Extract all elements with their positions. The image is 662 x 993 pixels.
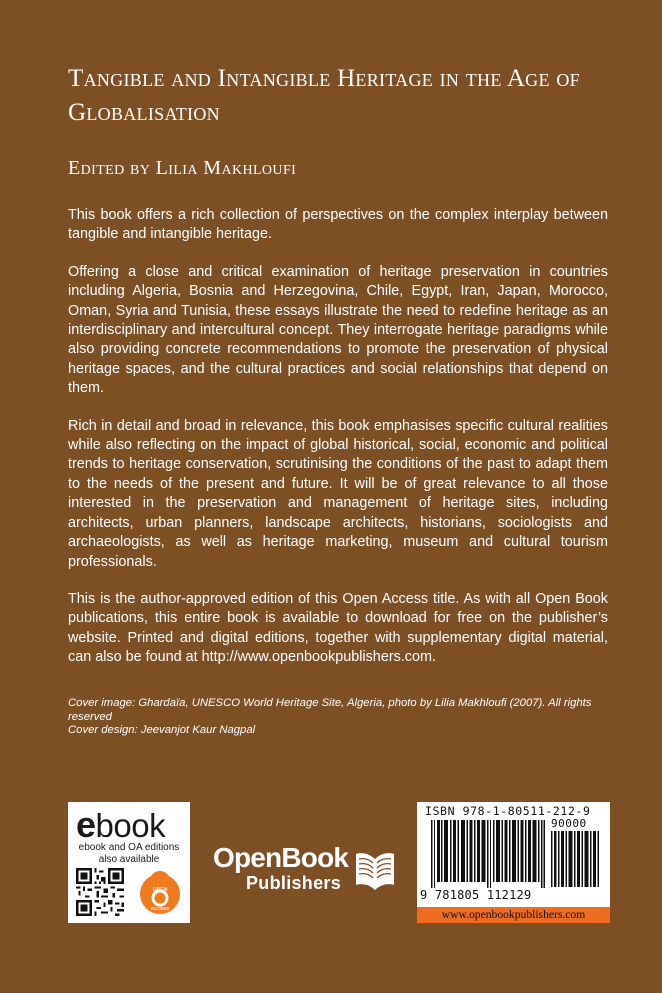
blurb-paragraph: Rich in detail and broad in relevance, this book emphasises specific cultural realities while also reflecting on the impact of global historical, social, economic and political trends to heritage conservation, scrutinising the conditions of the past to adapt them to the needs of the present and future. It will be of great relevance to all those interested in the preservation and management of heritage sites, including architects, urban planners, landscape architects, historians, sociologists and archaeologists, as well as heritage marketing, museum and cultural tourism professionals. [68, 417, 608, 570]
publisher-logo [213, 843, 398, 898]
ebook-wordmark [76, 804, 165, 846]
open-book-icon [355, 847, 395, 895]
publisher-name-line1: OpenBook [213, 842, 349, 873]
isbn-barcode [417, 802, 610, 907]
isbn-label: ISBN 978-1-80511-212-9 [425, 804, 591, 818]
blurb-paragraph: Offering a close and critical examination of heritage preservation in countries including Algeria, Bosnia and Herzegovina, Chile, Egypt, Iran, Japan, Morocco, Oman, Syria and Tunisia, these essays illustrate the need to redefine heritage as an interdisciplinary and intercultural concept. They interrogate heritage paradigms while also providing concrete recommendations to promote the preservation of physical heritage spaces, and the cultural practices and social relationships that depend on them. [68, 263, 608, 397]
ebook-e-letter: e [76, 804, 96, 845]
book-title: Tangible and Intangible Heritage in the Age of Globalisation [68, 65, 580, 126]
blurb-paragraph: This is the author-approved edition of this Open Access title. As with all Open Book publications, this entire book is available to download for free on the publisher’s website. Printed and digital editions, together with supplementary digital material, can also be found at http://www.openbookpublishers.com. [68, 590, 608, 666]
ebook-word: book [95, 807, 166, 844]
cover-image-credit: Cover image: Ghardaïa, UNESCO World Heritage Site, Algeria, photo by Lilia Makhloufi (2007). All rights reserved [68, 697, 592, 723]
barcode-digits: 9 781805 112129 [420, 888, 532, 902]
addon-barcode-bars [551, 831, 601, 887]
cover-design-credit: Cover design: Jeevanjot Kaur Nagpal [68, 724, 256, 736]
open-access-icon [138, 868, 182, 916]
cover-credits [68, 697, 618, 738]
addon-price: 90000 [551, 817, 587, 830]
ebook-badge[interactable] [68, 802, 190, 923]
blurb [68, 206, 608, 686]
oa-label-line1: OPEN [152, 887, 168, 893]
ebook-caption-line: also available [98, 853, 160, 865]
publisher-name-line2: Publishers [246, 873, 342, 893]
barcode-bars [431, 820, 545, 888]
qr-code-icon[interactable] [76, 868, 124, 916]
editor-line: Edited by Lilia Makhloufi [68, 157, 297, 179]
blurb-paragraph: This book offers a rich collection of perspectives on the complex interplay between tangible and intangible heritage. [68, 207, 608, 243]
publisher-website[interactable]: www.openbookpublishers.com [417, 907, 610, 923]
ebook-caption-line: ebook and OA editions [78, 842, 180, 853]
oa-label-line2: ACCESS [150, 906, 170, 911]
ebook-caption [72, 842, 186, 865]
